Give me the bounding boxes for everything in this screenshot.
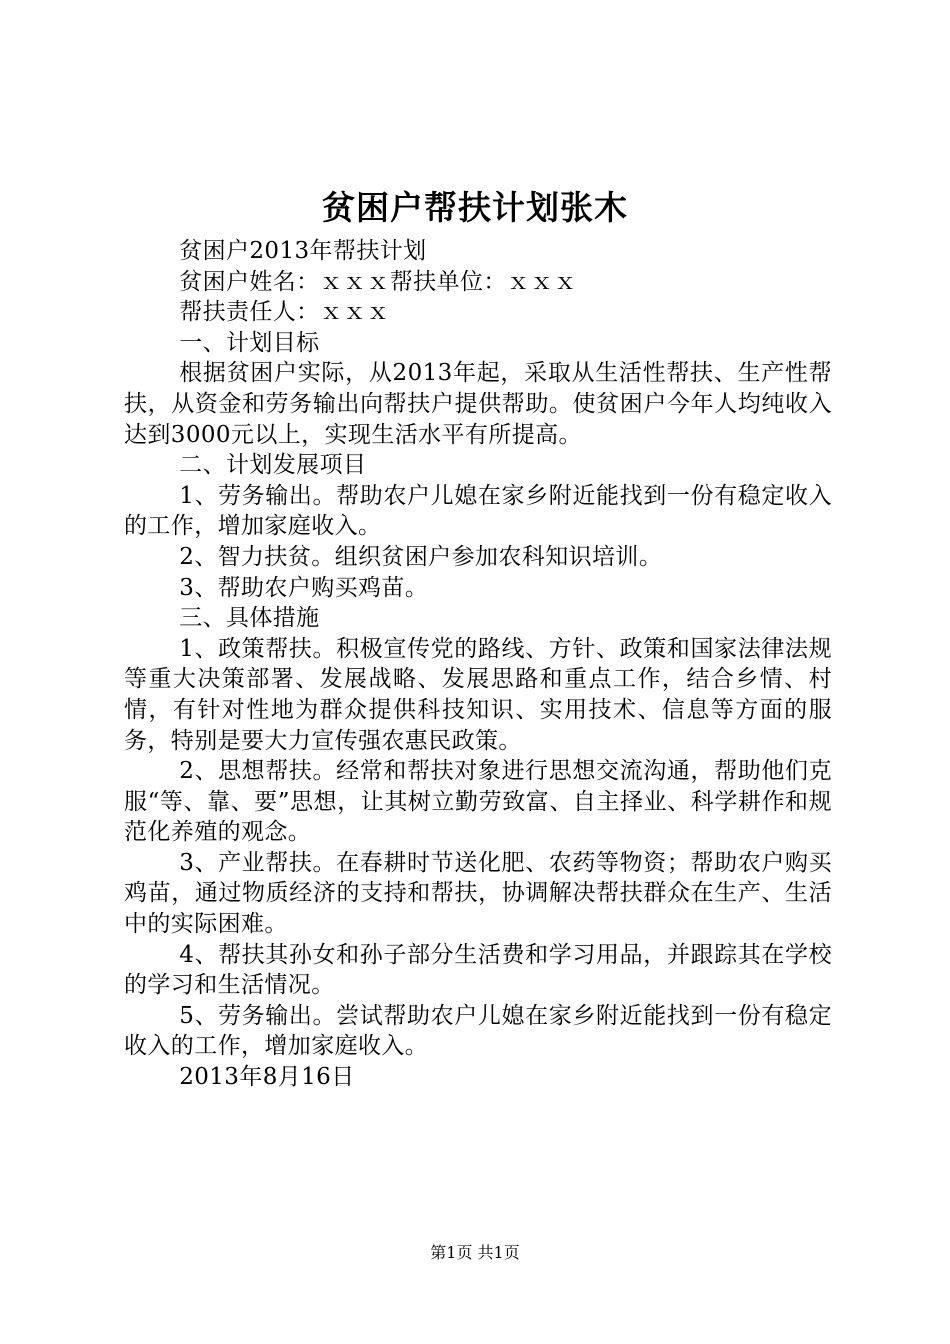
section-heading-measures: 三、具体措施: [179, 605, 320, 632]
section-heading-goals: 一、计划目标: [179, 329, 320, 356]
plan-heading: 贫困户2013年帮扶计划: [179, 238, 427, 264]
measure-item-1: 1、政策帮扶。积极宣传党的路线、方针、政策和国家法律法规等重大决策部署、发展战略、发展思路和重点工作，结合乡情、村情，有针对性地为群众提供科技知识、实用技术、信息等方面的服务，特别是要大力宣传强农惠民政策。: [124, 635, 832, 754]
household-name-line: 贫困户姓名：ｘｘｘ帮扶单位：ｘｘｘ: [179, 268, 577, 295]
document-title: 贫困户帮扶计划张木: [322, 188, 628, 227]
document-body: [124, 236, 832, 1093]
measure-item-5: 5、劳务输出。尝试帮助农户儿媳在家乡附近能找到一份有稳定收入的工作，增加家庭收入。: [124, 1002, 832, 1060]
project-item-1: 1、劳务输出。帮助农户儿媳在家乡附近能找到一份有稳定收入的工作，增加家庭收入。: [124, 482, 832, 540]
page-number-footer: 第1页 共1页: [430, 1243, 520, 1262]
measure-item-3: 3、产业帮扶。在春耕时节送化肥、农药等物资；帮助农户购买鸡苗，通过物质经济的支持和帮扶，协调解决帮扶群众在生产、生活中的实际困难。: [124, 849, 832, 938]
document-date: 2013年8月16日: [179, 1064, 355, 1091]
project-item-2: 2、智力扶贫。组织贫困户参加农科知识培训。: [179, 543, 663, 570]
measure-item-2: 2、思想帮扶。经常和帮扶对象进行思想交流沟通，帮助他们克服“等、靠、要”思想，让其树立勤劳致富、自主择业、科学耕作和规范化养殖的观念。: [124, 758, 832, 846]
project-item-3: 3、帮助农户购买鸡苗。: [179, 574, 429, 601]
section-heading-projects: 二、计划发展项目: [179, 452, 367, 479]
responsible-person-line: 帮扶责任人：ｘｘｘ: [179, 299, 390, 326]
measure-item-4: 4、帮扶其孙女和孙子部分生活费和学习用品，并跟踪其在学校的学习和生活情况。: [124, 941, 832, 999]
paragraph-goals: 根据贫困户实际，从2013年起，采取从生活性帮扶、生产性帮扶，从资金和劳务输出向帮扶户提供帮助。使贫困户今年人均纯收入达到3000元以上，实现生活水平有所提高。: [124, 360, 832, 448]
